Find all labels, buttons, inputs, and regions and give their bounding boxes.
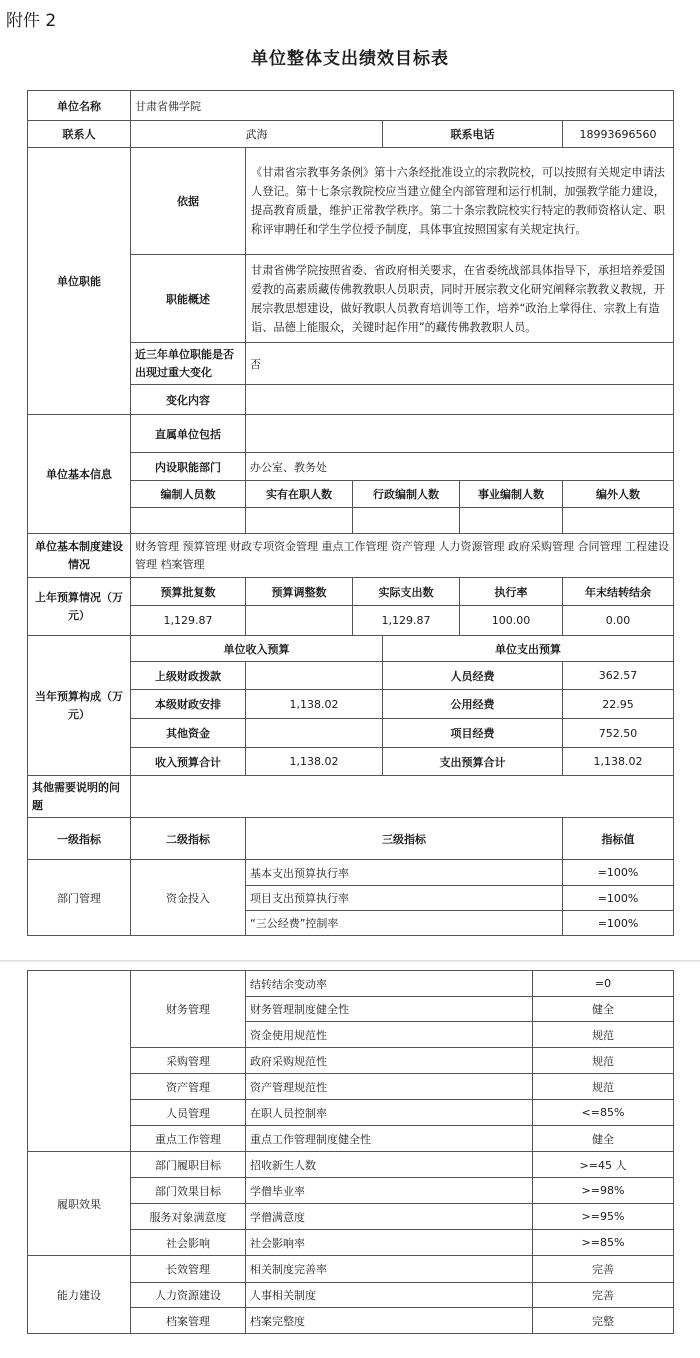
performance-target-table	[27, 90, 674, 936]
income-label: 上级财政拨款	[131, 662, 246, 690]
indicator-name: 资产管理规范性	[246, 1074, 533, 1100]
unit-duties-label: 单位职能	[28, 148, 131, 415]
phone-label: 联系电话	[383, 121, 563, 148]
performance-target-table-continued	[27, 970, 674, 1334]
staff-value-institution	[460, 508, 563, 534]
income-label: 其他资金	[131, 719, 246, 748]
level2-label: 采购管理	[131, 1048, 246, 1074]
income-label: 本级财政安排	[131, 690, 246, 719]
ly-header-actual: 实际支出数	[353, 578, 460, 606]
expense-total-label: 支出预算合计	[383, 748, 563, 776]
expense-label: 项目经费	[383, 719, 563, 748]
ly-value-rate: 100.00	[460, 606, 563, 636]
indicator-value: >=98%	[533, 1178, 674, 1204]
dept-management-continued	[28, 971, 131, 1152]
indicator-value: 健全	[533, 1126, 674, 1152]
dept-management-label: 部门管理	[28, 860, 131, 936]
staff-value-admin	[353, 508, 460, 534]
indicator-value: 规范	[533, 1022, 674, 1048]
indicator-value: 完整	[533, 1308, 674, 1334]
level2-label: 人员管理	[131, 1100, 246, 1126]
ly-value-carryover: 0.00	[563, 606, 674, 636]
expense-budget-title: 单位支出预算	[383, 636, 674, 662]
indicator-value: <=85%	[533, 1100, 674, 1126]
level2-label: 人力资源建设	[131, 1283, 246, 1308]
indicator-value: >=85%	[533, 1230, 674, 1256]
staff-value-actual	[246, 508, 353, 534]
ly-header-carryover: 年末结转结余	[563, 578, 674, 606]
staff-header-admin: 行政编制人数	[353, 481, 460, 508]
indicator-value: 规范	[533, 1048, 674, 1074]
phone-number: 18993696560	[563, 121, 674, 148]
page-break-divider	[0, 960, 700, 962]
ly-value-approved: 1,129.87	[131, 606, 246, 636]
departments-value: 办公室、教务处	[246, 453, 674, 481]
level2-label: 资产管理	[131, 1074, 246, 1100]
indicator-value: 完善	[533, 1283, 674, 1308]
indicator-value: >=95%	[533, 1204, 674, 1230]
other-notes-value	[131, 776, 674, 818]
staff-header-institution: 事业编制人数	[460, 481, 563, 508]
other-notes-label: 其他需要说明的问题	[28, 776, 131, 818]
income-value	[246, 719, 383, 748]
staff-header-actual: 实有在职人数	[246, 481, 353, 508]
overview-label: 职能概述	[131, 255, 246, 343]
finance-management-label: 财务管理	[131, 971, 246, 1048]
departments-label: 内设职能部门	[131, 453, 246, 481]
indicator-value: =100%	[563, 886, 674, 911]
expense-value: 22.95	[563, 690, 674, 719]
indicator-name: 项目支出预算执行率	[246, 886, 563, 911]
level2-label: 部门履职目标	[131, 1152, 246, 1178]
indicator-name: 人事相关制度	[246, 1283, 533, 1308]
indicator-value: =0	[533, 971, 674, 997]
indicator-name: 社会影响率	[246, 1230, 533, 1256]
indicator-name: 招收新生人数	[246, 1152, 533, 1178]
ly-value-actual: 1,129.87	[353, 606, 460, 636]
expense-label: 人员经费	[383, 662, 563, 690]
header-level2: 二级指标	[131, 818, 246, 860]
ly-header-approved: 预算批复数	[131, 578, 246, 606]
unit-name-label: 单位名称	[28, 91, 131, 121]
attachment-label: 附件 2	[6, 11, 57, 31]
income-value: 1,138.02	[246, 690, 383, 719]
page-title: 单位整体支出绩效目标表	[251, 49, 449, 69]
indicator-name: 财务管理制度健全性	[246, 997, 533, 1022]
indicator-name: 学僧满意度	[246, 1204, 533, 1230]
expense-total-value: 1,138.02	[563, 748, 674, 776]
staff-header-authorized: 编制人员数	[131, 481, 246, 508]
income-total-label: 收入预算合计	[131, 748, 246, 776]
change-content-value	[246, 385, 674, 415]
staff-value-external	[563, 508, 674, 534]
systems-value: 财务管理 预算管理 财政专项资金管理 重点工作管理 资产管理 人力资源管理 政府采购管理 合同管理 工程建设管理 档案管理	[131, 534, 674, 578]
basic-info-label: 单位基本信息	[28, 415, 131, 534]
level2-label: 重点工作管理	[131, 1126, 246, 1152]
indicator-name: 档案完整度	[246, 1308, 533, 1334]
indicator-name: 相关制度完善率	[246, 1256, 533, 1283]
staff-value-authorized	[131, 508, 246, 534]
duty-change-question-label: 近三年单位职能是否出现过重大变化	[131, 343, 246, 385]
indicator-name: 学僧毕业率	[246, 1178, 533, 1204]
ly-header-adjusted: 预算调整数	[246, 578, 353, 606]
expense-label: 公用经费	[383, 690, 563, 719]
indicator-value: =100%	[563, 911, 674, 936]
expense-value: 362.57	[563, 662, 674, 690]
basis-text: 《甘肃省宗教事务条例》第十六条经批准设立的宗教院校，可以按照有关规定申请法人登记。第十七条宗教院校应当建立健全内部管理和运行机制，加强教学能力建设，提高教育质量，维护正常教学秩序。第二十条宗教院校实行特定的教师资格认定、职称评审聘任和学生学位授予制度，具体事宜按照国家有关规定执行。	[246, 148, 674, 255]
basis-label: 依据	[131, 148, 246, 255]
income-total-value: 1,138.02	[246, 748, 383, 776]
indicator-name: 资金使用规范性	[246, 1022, 533, 1048]
indicator-name: 政府采购规范性	[246, 1048, 533, 1074]
duty-change-answer: 否	[246, 343, 674, 385]
subordinate-label: 直属单位包括	[131, 415, 246, 453]
systems-label: 单位基本制度建设情况	[28, 534, 131, 578]
income-value	[246, 662, 383, 690]
subordinate-value	[246, 415, 674, 453]
indicator-name: 结转结余变动率	[246, 971, 533, 997]
indicator-value: 完善	[533, 1256, 674, 1283]
indicator-value: 健全	[533, 997, 674, 1022]
indicator-value: >=45 人	[533, 1152, 674, 1178]
performance-effect-label: 履职效果	[28, 1152, 131, 1256]
current-year-label: 当年预算构成（万元）	[28, 636, 131, 776]
income-budget-title: 单位收入预算	[131, 636, 383, 662]
unit-name: 甘肃省佛学院	[131, 91, 674, 121]
overview-text: 甘肃省佛学院按照省委、省政府相关要求，在省委统战部具体指导下，承担培养爱国爱教的高素质藏传佛教教职人员职责，同时开展宗教文化研究阐释宗教教义教规，开展宗教思想建设，做好教职人员教育培训等工作，培养“政治上掌得住、宗教上有造诣、品德上能服众，关键时起作用”的藏传佛教教职人员。	[246, 255, 674, 343]
staff-header-external: 编外人数	[563, 481, 674, 508]
indicator-name: 重点工作管理制度健全性	[246, 1126, 533, 1152]
indicator-value: =100%	[563, 860, 674, 886]
last-year-label: 上年预算情况（万元）	[28, 578, 131, 636]
fund-input-label: 资金投入	[131, 860, 246, 936]
change-content-label: 变化内容	[131, 385, 246, 415]
expense-value: 752.50	[563, 719, 674, 748]
header-level3: 三级指标	[246, 818, 563, 860]
header-value: 指标值	[563, 818, 674, 860]
header-level1: 一级指标	[28, 818, 131, 860]
indicator-value: 规范	[533, 1074, 674, 1100]
indicator-name: 在职人员控制率	[246, 1100, 533, 1126]
contact-name: 武海	[131, 121, 383, 148]
level2-label: 长效管理	[131, 1256, 246, 1283]
ly-value-adjusted	[246, 606, 353, 636]
contact-label: 联系人	[28, 121, 131, 148]
indicator-name: “三公经费”控制率	[246, 911, 563, 936]
capacity-building-label: 能力建设	[28, 1256, 131, 1334]
ly-header-rate: 执行率	[460, 578, 563, 606]
level2-label: 服务对象满意度	[131, 1204, 246, 1230]
level2-label: 档案管理	[131, 1308, 246, 1334]
level2-label: 部门效果目标	[131, 1178, 246, 1204]
level2-label: 社会影响	[131, 1230, 246, 1256]
indicator-name: 基本支出预算执行率	[246, 860, 563, 886]
